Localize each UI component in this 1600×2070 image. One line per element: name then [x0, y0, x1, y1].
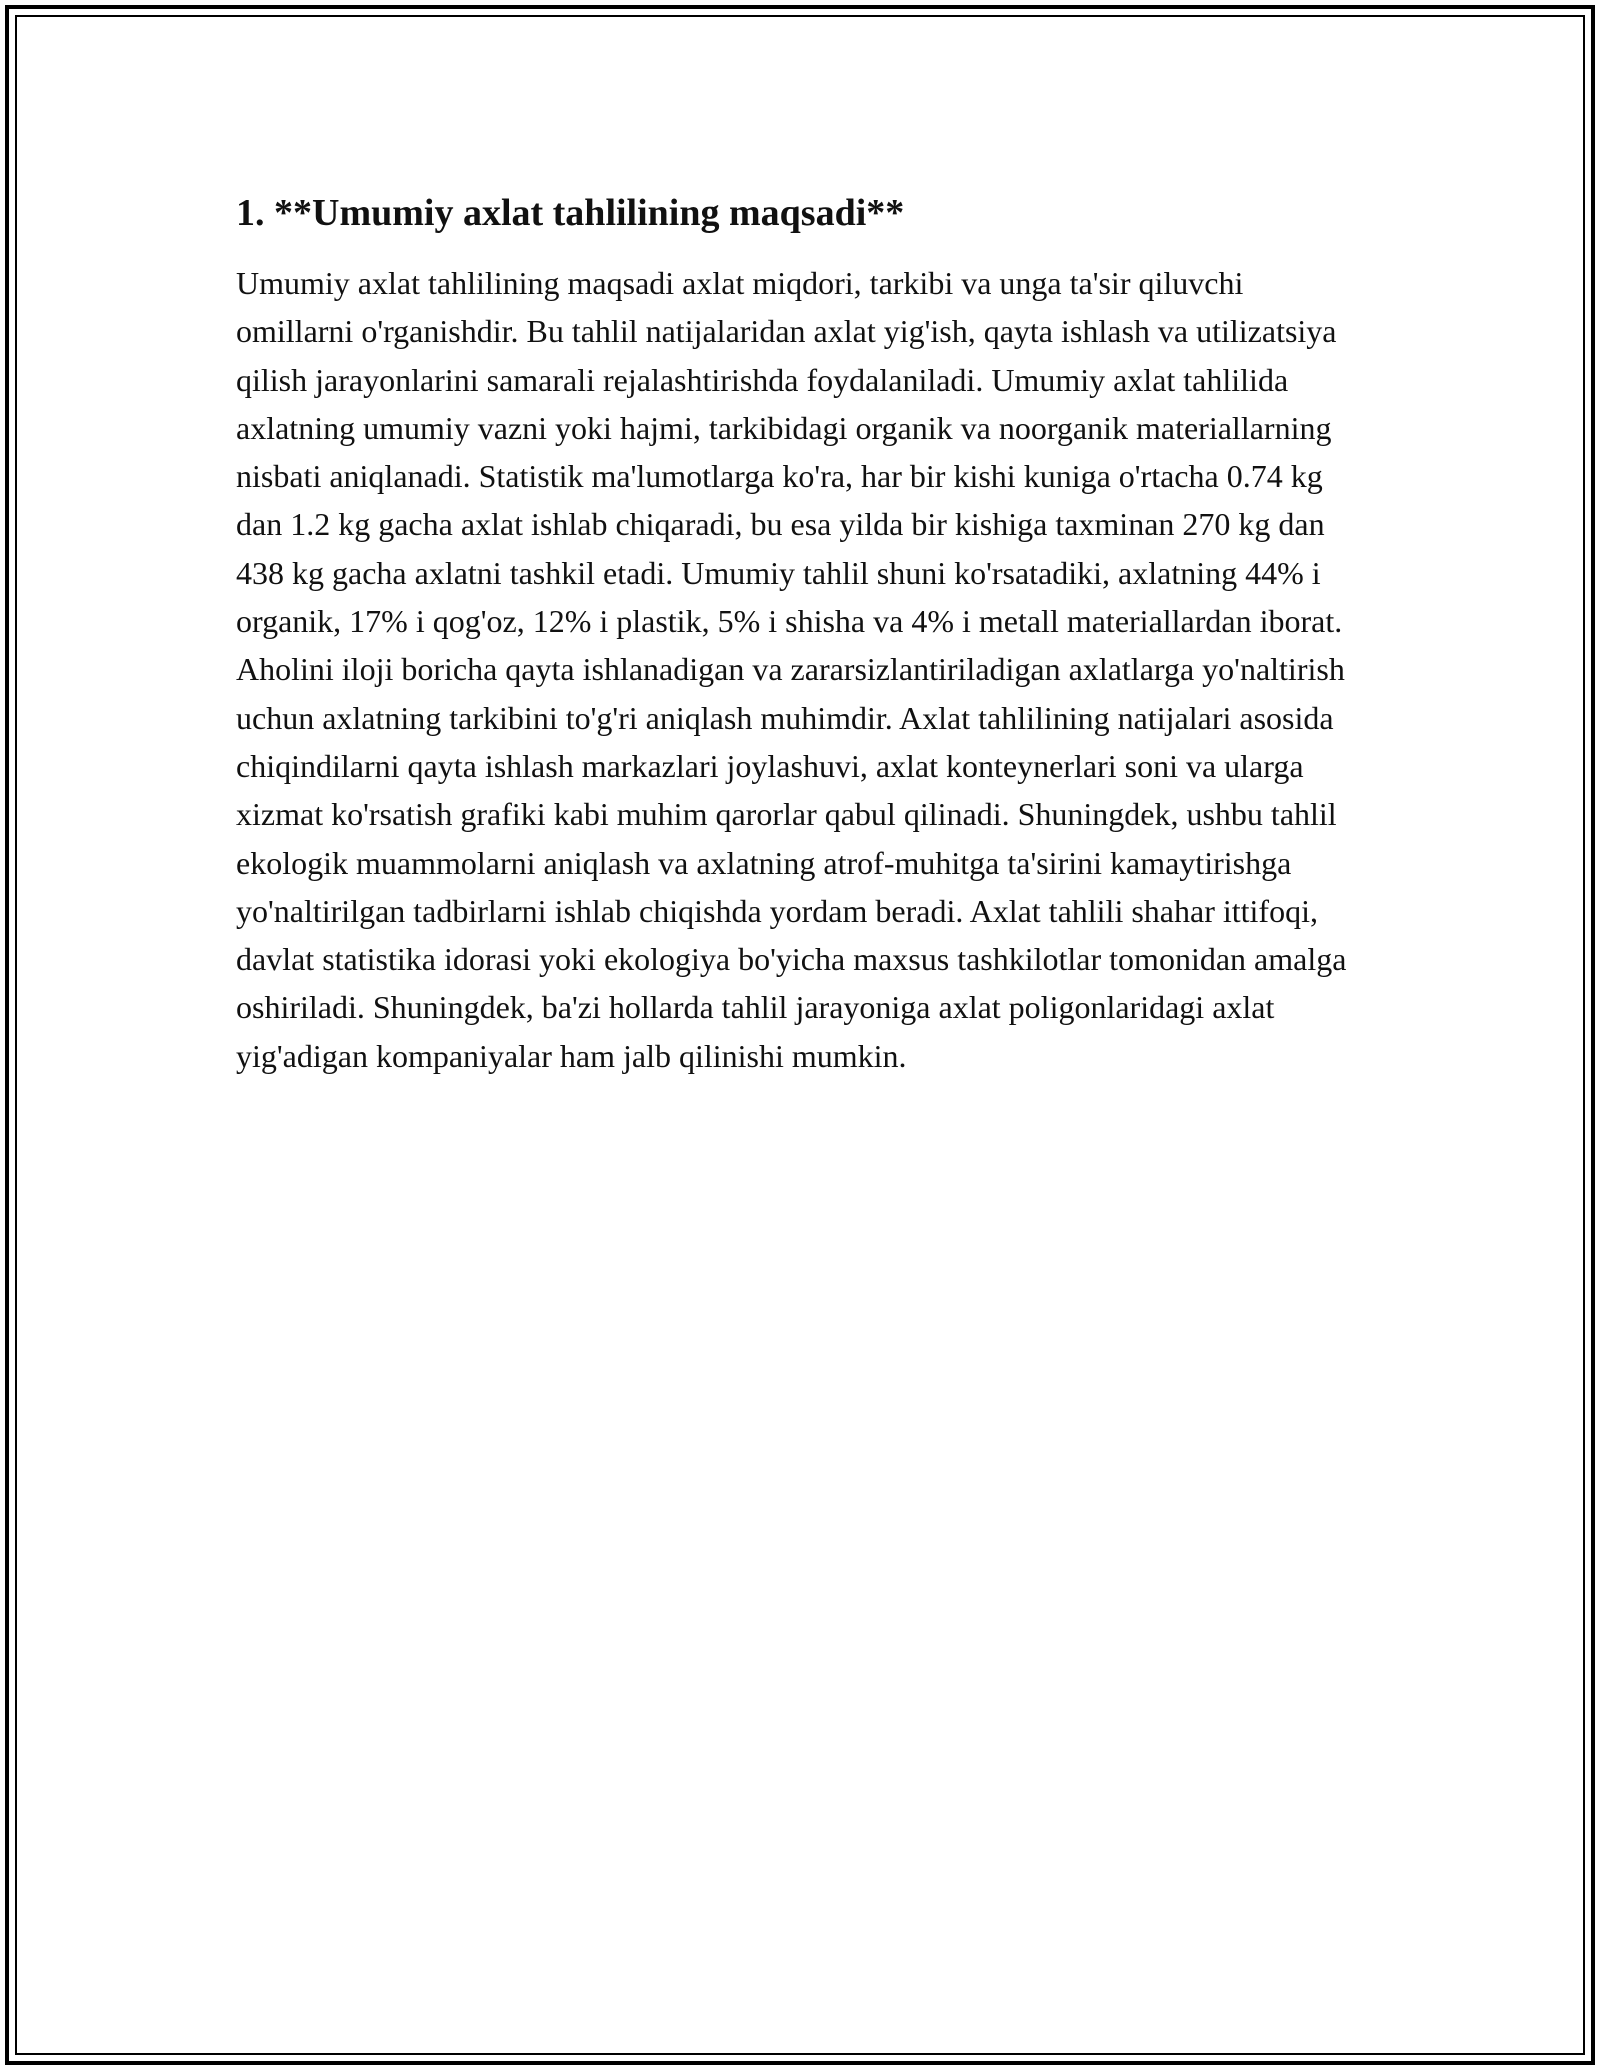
section-heading: 1. **Umumiy axlat tahlilining maqsadi** — [236, 192, 905, 234]
body-paragraph: Umumiy axlat tahlilining maqsadi axlat miqdori, tarkibi va unga ta'sir qiluvchi omillarni o'rganishdir. Bu tahlil natijalaridan axlat yig'ish, qayta ishlash va utilizatsiya qilish jarayonlarini samarali rejalashtirishda foydalaniladi. Umumiy axlat tahlilida axlatning umumiy vazni yoki hajmi, tarkibidagi organik va noorganik materiallarning nisbati aniqlanadi. Statistik ma'lumotlarga ko'ra, har bir kishi kuniga o'rtacha 0.74 kg dan 1.2 kg gacha axlat ishlab chiqaradi, bu esa yilda bir kishiga taxminan 270 kg dan 438 kg gacha axlatni tashkil etadi. Umumiy tahlil shuni ko'rsatadiki, axlatning 44% i organik, 17% i qog'oz, 12% i plastik, 5% i shisha va 4% i metall materiallardan iborat. Aholini iloji boricha qayta ishlanadigan va zararsizlantiriladigan axlatlarga yo'naltirish uchun axlatning tarkibini to'g'ri aniqlash muhimdir. Axlat tahlilining natijalari asosida chiqindilarni qayta ishlash markazlari joylashuvi, axlat konteynerlari soni va ularga xizmat ko'rsatish grafiki kabi muhim qarorlar qabul qilinadi. Shuningdek, ushbu tahlil ekologik muammolarni aniqlash va axlatning atrof-muhitga ta'sirini kamaytirishga yo'naltirilgan tadbirlarni ishlab chiqishda yordam beradi. Axlat tahlili shahar ittifoqi, davlat statistika idorasi yoki ekologiya bo'yicha maxsus tashkilotlar tomonidan amalga oshiriladi. Shuningdek, ba'zi hollarda tahlil jarayoniga axlat poligonlaridagi axlat yig'adigan kompaniyalar ham jalb qilinishi mumkin. — [236, 265, 1347, 1074]
document-content — [236, 185, 1366, 1080]
